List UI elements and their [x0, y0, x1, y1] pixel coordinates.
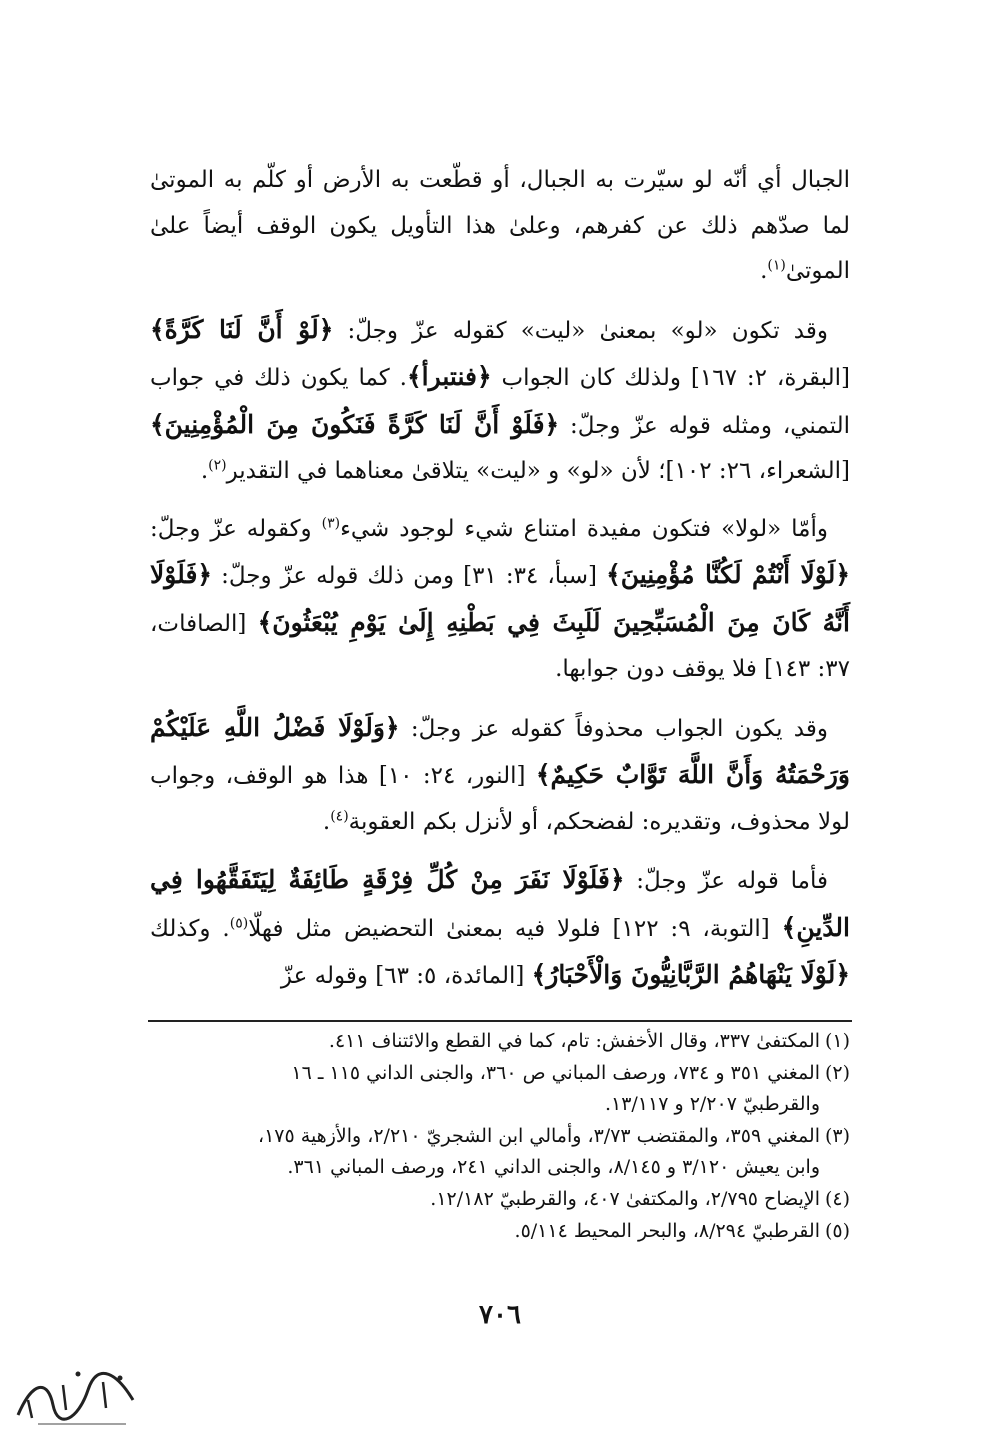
quran-quote: ﴿وَلَوْلَا فَضْلُ اللَّهِ عَلَيْكُمْ وَرَحْمَتُهُ وَأَنَّ اللَّهَ تَوَّابٌ حَكِيمٌ﴾	[150, 712, 850, 789]
text-run: . كما يكون ذلك في جواب التمني، ومثله قوله عزّ وجلّ:	[150, 365, 850, 439]
text-run: الجبال أي أنّه لو سيّرت به الجبال، أو قطّعت به الأرض أو كلّم به الموتىٰ لما صدّهم ذلك عن كفرهم، وعلىٰ هذا التأويل يكون الوقف أيضاً علىٰ الموتىٰ	[150, 167, 850, 284]
text-run: [الصافات، ٣٧: ١٤٣] فلا يوقف دون جوابها.	[150, 610, 850, 682]
footnote-ref: (٤)	[330, 807, 349, 824]
text-run: .	[760, 258, 768, 284]
footnote	[150, 1026, 850, 1057]
quran-quote: ﴿فَلَوْلَا نَفَرَ مِنْ كُلِّ فِرْقَةٍ طَائِفَةٌ لِيَتَفَقَّهُوا فِي الدِّينِ﴾	[150, 865, 850, 942]
footnote-text: وابن يعيش ٣/١٢٠ و ٨/١٤٥، والجنى الداني ٢٤١، ورصف المباني ٣٦١.	[287, 1156, 820, 1178]
footnotes-block	[150, 1026, 850, 1248]
text-run: .	[322, 808, 331, 835]
footnote	[150, 1184, 850, 1215]
text-run: [الشعراء، ٢٦: ١٠٢]؛ لأن «لو» و «ليت» يتلاقىٰ معناهما في التقدير	[226, 458, 850, 484]
footnote-number: (٢)	[824, 1062, 850, 1084]
text-run: وكقوله عزّ وجلّ:	[150, 515, 322, 542]
quran-quote: ﴿لَوْلَا يَنْهَاهُمُ الرَّبَّانِيُّونَ وَالْأَحْبَارُ﴾	[531, 960, 850, 989]
paragraph	[150, 158, 850, 295]
quran-quote: ﴿فَلَوْلَا أَنَّهُ كَانَ مِنَ الْمُسَبِّحِينَ لَلَبِثَ فِي بَطْنِهِ إِلَىٰ يَوْمِ يُبْعَثُونَ﴾	[150, 560, 850, 637]
quran-quote: ﴿لَوْلَا أَنْتُمْ لَكُنَّا مُؤْمِنِينَ﴾	[606, 560, 850, 589]
footnote-text: المكتفىٰ ٣٣٧، وقال الأخفش: تام، كما في القطع والائتناف ٤١١.	[328, 1030, 820, 1052]
footnote-text: والقرطبيّ ٢/٢٠٧ و ١٣/١١٧.	[604, 1093, 820, 1115]
quran-quote: ﴿فنتبرأ﴾	[406, 362, 492, 391]
footnote-number: (٣)	[824, 1125, 850, 1147]
footnote	[150, 1058, 850, 1120]
text-run: . وكذلك	[150, 915, 230, 942]
footnote	[150, 1121, 850, 1183]
footnote-text: المغني ٣٥١ و ٧٣٤، ورصف المباني ص ٣٦٠، والجنى الداني ١١٥ ـ ١٦	[291, 1062, 820, 1084]
footnote-number: (١)	[824, 1030, 850, 1052]
footnote-number: (٤)	[824, 1188, 850, 1210]
paragraph	[150, 705, 850, 846]
footnote-text: القرطبيّ ٨/٢٩٤، والبحر المحيط ٥/١١٤.	[514, 1220, 820, 1242]
page-number: ٧٠٦	[479, 1300, 521, 1330]
quran-quote: ﴿فَلَوْ أَنَّ لَنَا كَرَّةً فَنَكُونَ مِنَ الْمُؤْمِنِينَ﴾	[150, 409, 560, 439]
footnote-text: الإيضاح ٢/٧٩٥، والمكتفىٰ ٤٠٧، والقرطبيّ ١٢/١٨٢.	[430, 1188, 820, 1210]
footnote-ref: (٥)	[229, 914, 249, 931]
paragraph	[150, 307, 850, 495]
publisher-stamp-logo	[8, 1360, 148, 1430]
text-run: وقد يكون الجواب محذوفاً كقوله عز وجلّ:	[399, 715, 828, 742]
text-run: [التوبة، ٩: ١٢٢] فلولا فيه بمعنىٰ التحضيض مثل فهلّا	[248, 915, 782, 942]
text-run: وأمّا «لولا» فتكون مفيدة امتناع شيء لوجود شيء	[340, 515, 828, 542]
text-run: [النور، ٢٤: ١٠] هذا هو الوقف، وجواب لولا محذوف، وتقديره: لفضحكم، أو لأنزل بكم العقوبة	[150, 763, 850, 835]
footnote-text: المغني ٣٥٩، والمقتضب ٣/٧٣، وأمالي ابن الشجريّ ٢/٢١٠، والأزهية ١٧٥،	[257, 1125, 820, 1147]
footnote-ref: (٣)	[321, 514, 341, 531]
quran-quote: ﴿لَوْ أَنَّ لَنَا كَرَّةً﴾	[150, 314, 334, 344]
text-run: [المائدة، ٥: ٦٣] وقوله عزّ	[280, 963, 532, 989]
footnote-ref: (٢)	[208, 457, 227, 474]
footnote-number: (٥)	[824, 1220, 850, 1242]
footnote-separator	[148, 1020, 852, 1022]
main-text-block	[150, 158, 850, 1012]
text-run: .	[200, 458, 209, 484]
text-run: [سبأ، ٣٤: ٣١] ومن ذلك قوله عزّ وجلّ:	[212, 563, 607, 589]
text-run: [البقرة، ٢: ١٦٧] ولذلك كان الجواب	[491, 365, 850, 391]
paragraph	[150, 507, 850, 693]
paragraph	[150, 857, 850, 1000]
footnote-ref: (١)	[767, 257, 786, 274]
text-run: وقد تكون «لو» بمعنىٰ «ليت» كقوله عزّ وجلّ:	[333, 317, 828, 344]
footnote	[150, 1216, 850, 1247]
text-run: فأما قوله عزّ وجلّ:	[624, 868, 828, 894]
